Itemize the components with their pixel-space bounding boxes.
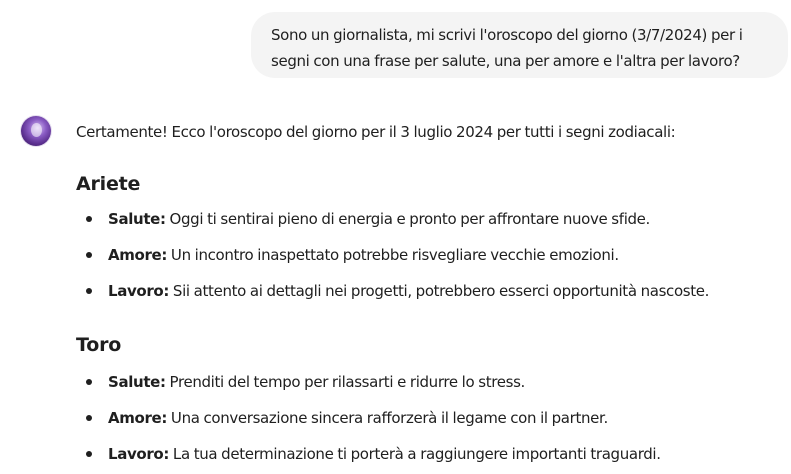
bullet-icon: [86, 415, 92, 421]
list-item-lavoro: [76, 278, 776, 304]
item-text: Sii attento ai dettagli nei progetti, potrebbero esserci opportunità nascoste.: [169, 282, 710, 300]
sign-heading-ariete: Ariete: [76, 173, 141, 195]
sign-list-ariete: [76, 206, 776, 304]
item-text: Una conversazione sincera rafforzerà il legame con il partner.: [167, 409, 608, 427]
bullet-icon: [86, 288, 92, 294]
item-label: Salute:: [108, 210, 166, 228]
item-text: Prenditi del tempo per rilassarti e ridurre lo stress.: [165, 373, 525, 391]
assistant-response: [76, 119, 776, 467]
item-label: Salute:: [108, 373, 166, 391]
sign-heading-toro: Toro: [76, 334, 122, 356]
bullet-icon: [86, 379, 92, 385]
list-item-salute: [76, 206, 776, 232]
item-label: Amore:: [108, 409, 168, 427]
response-intro: Certamente! Ecco l'oroscopo del giorno per il 3 luglio 2024 per tutti i segni zodiacali:: [76, 123, 676, 141]
bullet-icon: [86, 252, 92, 258]
list-item-lavoro: [76, 441, 776, 467]
user-message-line-1: Sono un giornalista, mi scrivi l'oroscopo del giorno (3/7/2024) per i: [271, 26, 743, 44]
item-label: Amore:: [108, 246, 168, 264]
item-text: La tua determinazione ti porterà a raggiungere importanti traguardi.: [169, 445, 661, 463]
item-text: Oggi ti sentirai pieno di energia e pronto per affrontare nuove sfide.: [165, 210, 650, 228]
user-message-bubble: [251, 12, 788, 78]
list-item-amore: [76, 242, 776, 268]
item-label: Lavoro:: [108, 282, 170, 300]
item-text: Un incontro inaspettato potrebbe risvegliare vecchie emozioni.: [167, 246, 619, 264]
list-item-salute: [76, 369, 776, 395]
bullet-icon: [86, 216, 92, 222]
list-item-amore: [76, 405, 776, 431]
item-label: Lavoro:: [108, 445, 170, 463]
user-message-line-2: segni con una frase per salute, una per amore e l'altra per lavoro?: [271, 52, 740, 70]
assistant-avatar-icon: [21, 116, 51, 146]
sign-list-toro: [76, 369, 776, 467]
bullet-icon: [86, 451, 92, 457]
